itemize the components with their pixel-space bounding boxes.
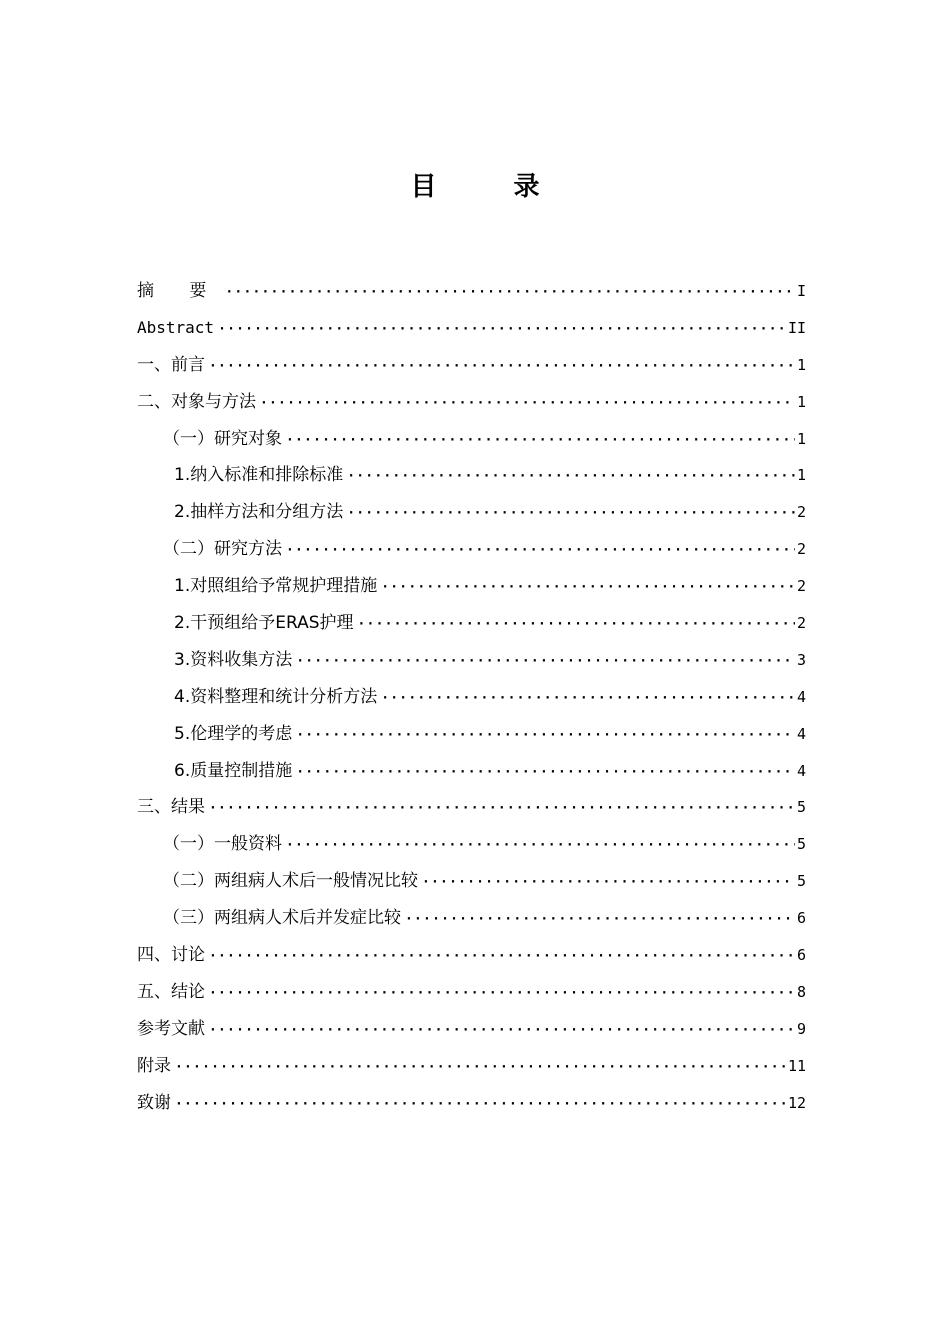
toc-leader-dots xyxy=(296,755,795,792)
toc-leader-dots xyxy=(209,976,795,1013)
toc-entry[interactable] xyxy=(137,826,806,863)
toc-leader-dots xyxy=(381,570,795,607)
toc-entry[interactable] xyxy=(137,863,806,900)
toc-leader-dots xyxy=(209,1013,795,1050)
toc-entry-label: 4.资料整理和统计分析方法 xyxy=(174,686,378,707)
toc-entry-label: 三、结果 xyxy=(137,797,205,818)
toc-leader-dots xyxy=(347,496,795,533)
toc-entry-label: （一）一般资料 xyxy=(163,834,282,855)
toc-entry-label: （二）研究方法 xyxy=(163,539,282,560)
toc-entry-page-number: 1 xyxy=(796,392,806,411)
toc-entry-label: 摘 要 xyxy=(137,281,222,301)
table-of-contents xyxy=(137,273,806,1121)
toc-entry[interactable] xyxy=(137,1048,806,1085)
toc-leader-dots xyxy=(260,386,795,423)
toc-entry-page-number: 2 xyxy=(796,503,806,522)
toc-entry-label: 2.干预组给予ERAS护理 xyxy=(174,613,354,634)
toc-entry[interactable] xyxy=(137,605,806,642)
toc-entry-label: Abstract xyxy=(137,317,215,337)
toc-entry-label: 附录 xyxy=(137,1055,171,1076)
toc-leader-dots xyxy=(381,681,795,718)
toc-entry[interactable] xyxy=(137,531,806,568)
toc-entry[interactable] xyxy=(137,900,806,937)
toc-leader-dots xyxy=(209,939,795,976)
toc-leader-dots xyxy=(209,791,795,828)
toc-entry-page-number: 6 xyxy=(796,909,806,928)
toc-entry-label: 2.抽样方法和分组方法 xyxy=(174,502,344,523)
toc-entry[interactable] xyxy=(137,457,806,494)
toc-entry-page-number: 8 xyxy=(796,982,806,1001)
toc-entry-page-number: I xyxy=(796,282,806,300)
toc-entry[interactable] xyxy=(137,679,806,716)
toc-leader-dots xyxy=(175,1050,786,1087)
toc-leader-dots xyxy=(405,902,795,939)
toc-entry-label: （二）两组病人术后一般情况比较 xyxy=(163,871,418,892)
toc-entry[interactable] xyxy=(137,753,806,790)
toc-entry[interactable] xyxy=(137,273,806,310)
toc-entry-label: 致谢 xyxy=(137,1092,171,1113)
toc-leader-dots xyxy=(358,607,795,644)
toc-leader-dots xyxy=(286,828,795,865)
toc-entry-page-number: 1 xyxy=(796,466,806,485)
toc-leader-dots xyxy=(422,865,795,902)
toc-leader-dots xyxy=(296,644,795,681)
toc-leader-dots xyxy=(347,459,795,496)
toc-entry-label: 四、讨论 xyxy=(137,945,205,966)
toc-entry-page-number: 2 xyxy=(796,540,806,559)
toc-entry-label: 5.伦理学的考虑 xyxy=(174,723,293,744)
toc-entry-label: 6.质量控制措施 xyxy=(174,760,293,781)
toc-entry-page-number: 2 xyxy=(796,614,806,633)
toc-entry-label: 五、结论 xyxy=(137,981,205,1002)
toc-entry-page-number: 9 xyxy=(796,1019,806,1038)
toc-leader-dots xyxy=(286,423,795,460)
toc-entry[interactable] xyxy=(137,1011,806,1048)
toc-entry[interactable] xyxy=(137,310,806,347)
toc-entry[interactable] xyxy=(137,421,806,458)
toc-entry-page-number: 5 xyxy=(796,835,806,854)
toc-entry-label: （三）两组病人术后并发症比较 xyxy=(163,908,401,929)
toc-entry-page-number: 4 xyxy=(796,724,806,743)
toc-entry[interactable] xyxy=(137,937,806,974)
toc-entry-page-number: II xyxy=(787,318,806,337)
page-title: 目 录 xyxy=(410,172,574,202)
toc-entry-label: （一）研究对象 xyxy=(163,428,282,449)
toc-entry[interactable] xyxy=(137,974,806,1011)
toc-entry[interactable] xyxy=(137,384,806,421)
toc-entry-label: 1.纳入标准和排除标准 xyxy=(174,465,344,486)
toc-leader-dots xyxy=(209,349,795,386)
toc-entry-label: 3.资料收集方法 xyxy=(174,649,293,670)
toc-entry[interactable] xyxy=(137,642,806,679)
toc-leader-dots xyxy=(225,275,795,312)
toc-entry-page-number: 5 xyxy=(796,872,806,891)
toc-entry-page-number: 5 xyxy=(796,798,806,817)
toc-entry-label: 一、前言 xyxy=(137,354,205,375)
toc-entry-page-number: 11 xyxy=(787,1056,806,1075)
toc-leader-dots xyxy=(286,533,795,570)
toc-entry-label: 二、对象与方法 xyxy=(137,391,256,412)
toc-entry-label: 参考文献 xyxy=(137,1018,205,1039)
toc-entry-page-number: 3 xyxy=(796,650,806,669)
toc-entry-page-number: 4 xyxy=(796,761,806,780)
toc-entry-page-number: 1 xyxy=(796,355,806,374)
toc-entry[interactable] xyxy=(137,347,806,384)
toc-entry-page-number: 2 xyxy=(796,577,806,596)
toc-entry-page-number: 1 xyxy=(796,429,806,448)
toc-entry-page-number: 12 xyxy=(787,1093,806,1112)
toc-leader-dots xyxy=(296,718,795,755)
toc-entry[interactable] xyxy=(137,716,806,753)
toc-leader-dots xyxy=(218,312,786,349)
toc-leader-dots xyxy=(175,1087,786,1124)
toc-entry-label: 1.对照组给予常规护理措施 xyxy=(174,576,378,597)
toc-entry[interactable] xyxy=(137,789,806,826)
toc-entry[interactable] xyxy=(137,1085,806,1122)
toc-entry-page-number: 4 xyxy=(796,687,806,706)
toc-entry[interactable] xyxy=(137,568,806,605)
toc-entry[interactable] xyxy=(137,494,806,531)
toc-entry-page-number: 6 xyxy=(796,946,806,965)
